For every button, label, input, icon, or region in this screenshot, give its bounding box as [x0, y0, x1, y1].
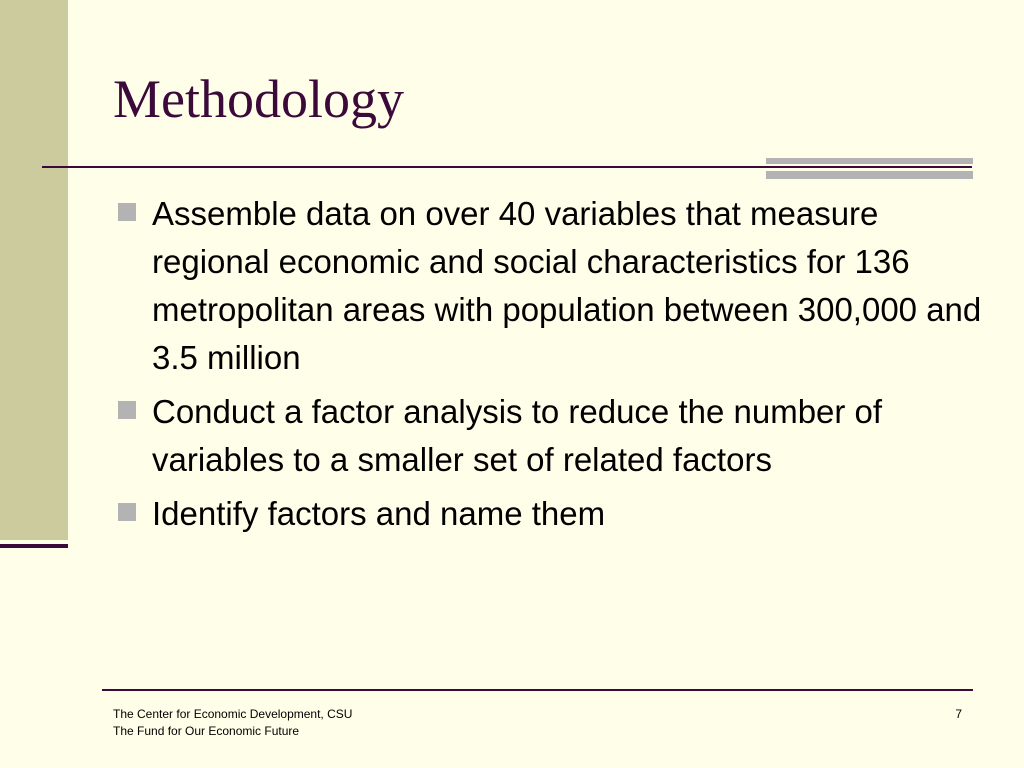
accent-bar-top	[766, 158, 973, 164]
square-bullet-icon	[118, 203, 136, 221]
footer-organization: The Center for Economic Development, CSU	[113, 707, 353, 721]
side-decoration-line	[0, 544, 68, 548]
side-decoration-bar	[0, 0, 68, 540]
footer-fund: The Fund for Our Economic Future	[113, 724, 300, 738]
page-number: 7	[955, 707, 962, 721]
square-bullet-icon	[118, 401, 136, 419]
bullet-list	[113, 190, 993, 544]
bullet-text: Identify factors and name them	[152, 495, 606, 532]
square-bullet-icon	[118, 503, 136, 521]
slide-title: Methodology	[113, 69, 404, 129]
bullet-text: Assemble data on over 40 variables that measure regional economic and social characteristics for 136 metropolitan areas with population between 300,000 and 3.5 million	[152, 195, 982, 376]
footer-divider	[102, 689, 973, 691]
bullet-text: Conduct a factor analysis to reduce the number of variables to a smaller set of related factors	[152, 393, 883, 478]
bullet-item	[113, 190, 993, 382]
title-divider	[42, 166, 972, 168]
bullet-item	[113, 490, 993, 538]
footer-credits	[113, 706, 352, 740]
accent-bar-bottom	[766, 171, 973, 179]
bullet-item	[113, 388, 993, 484]
